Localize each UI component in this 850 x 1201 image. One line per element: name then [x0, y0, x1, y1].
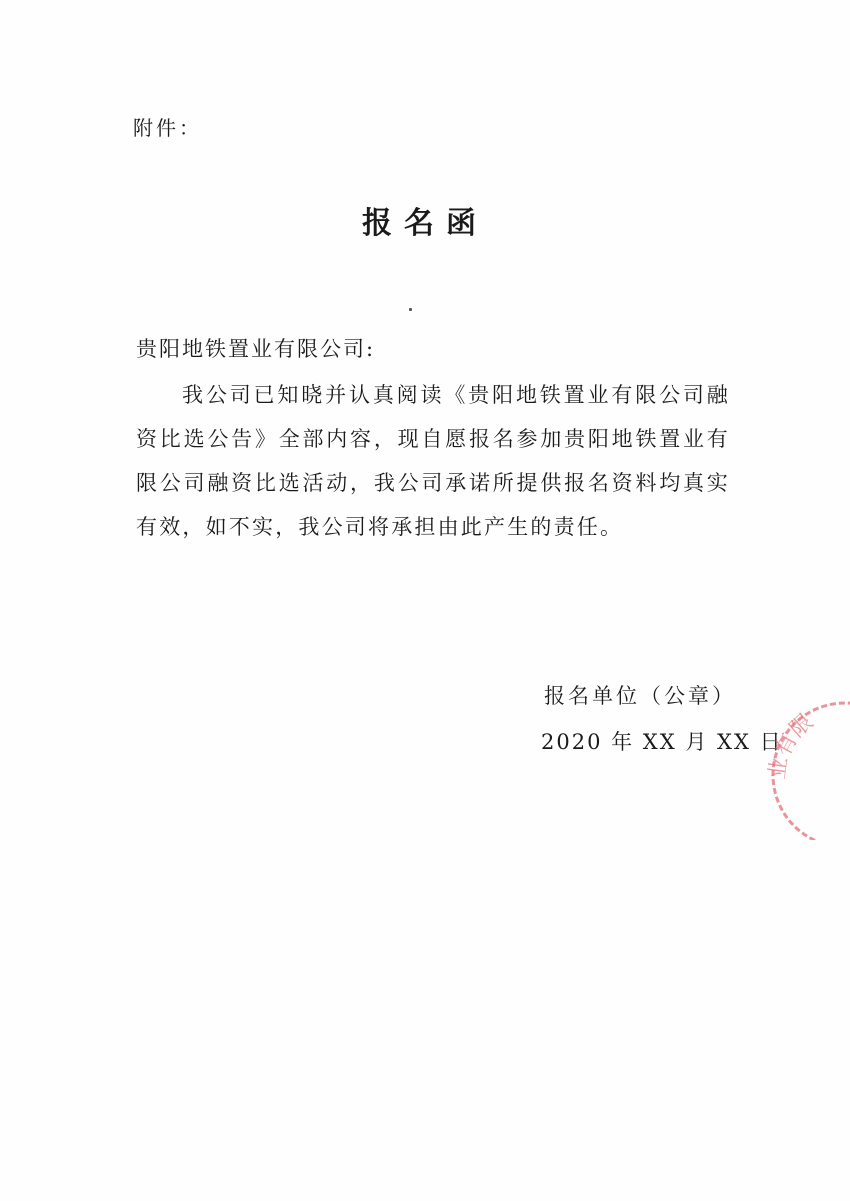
document-title: 报名函	[362, 206, 488, 241]
body-paragraph: 我公司已知晓并认真阅读《贵阳地铁置业有限公司融资比选公告》全部内容，现自愿报名参加贵阳地铁置业有限公司融资比选活动，我公司承诺所提供报名资料均真实有效，如不实，我公司将承担由此产生的责任。	[136, 383, 730, 539]
signer-label: 报名单位（公章）	[544, 684, 736, 708]
date-line: 2020 年 XX 月 XX 日	[541, 730, 783, 754]
stray-mark	[409, 308, 412, 311]
seal-text	[765, 709, 818, 780]
salutation: 贵阳地铁置业有限公司:	[136, 337, 376, 361]
attachment-label: 附件：	[133, 116, 202, 140]
seal-text-path: 业有限	[765, 709, 819, 781]
company-seal	[760, 690, 850, 840]
